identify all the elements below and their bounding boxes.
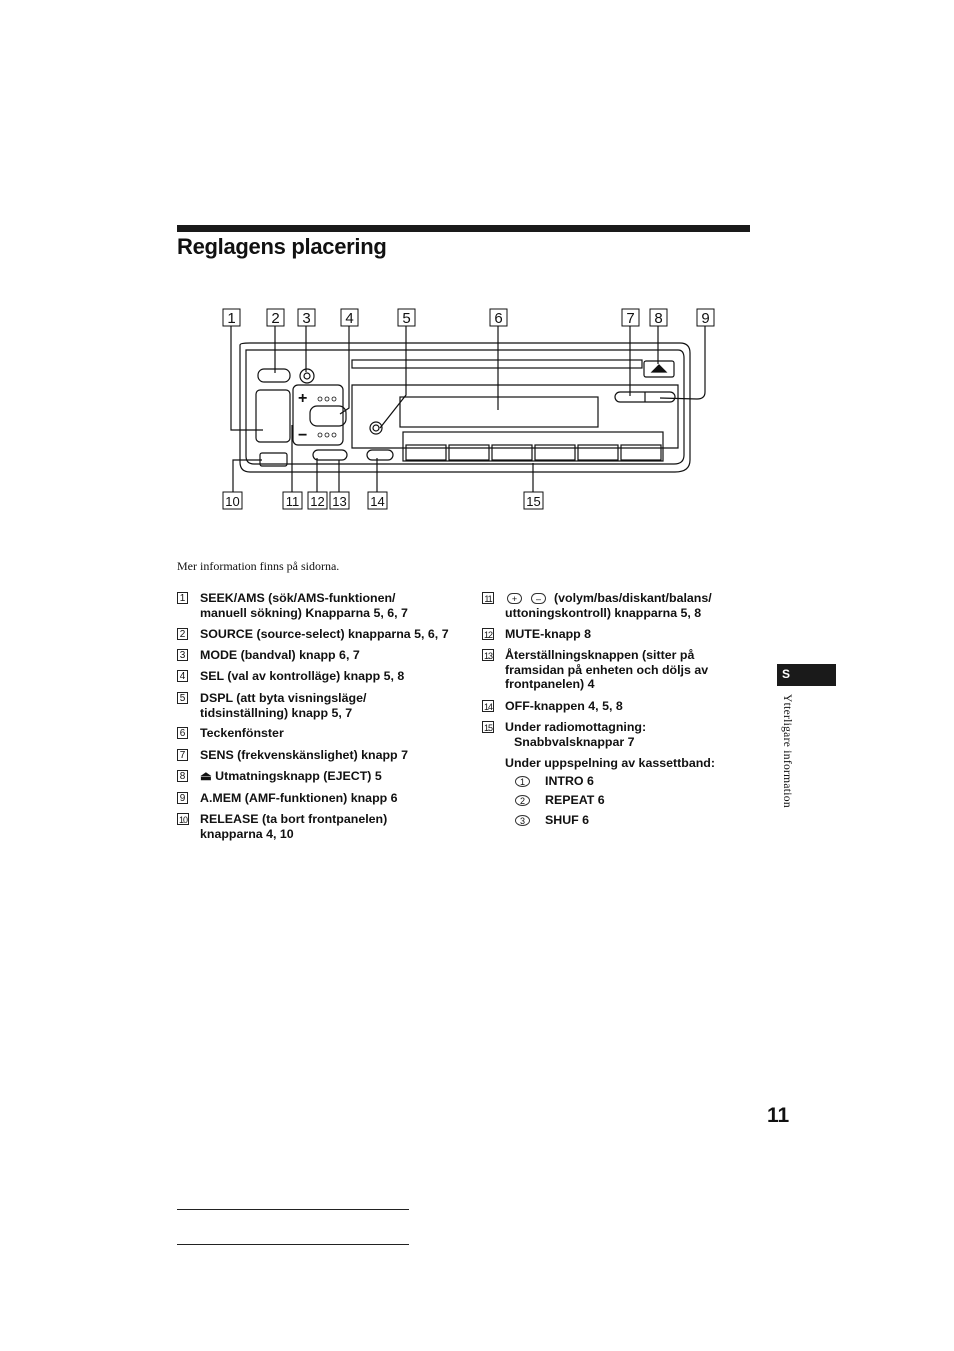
- plus-symbol: +: [507, 593, 522, 604]
- item-number: 10: [178, 815, 187, 825]
- svg-text:8: 8: [654, 310, 663, 327]
- svg-text:3: 3: [302, 310, 311, 327]
- item-number: 1: [515, 776, 530, 787]
- svg-text:11: 11: [285, 494, 300, 509]
- intro-text: Mer information finns på sidorna.: [177, 559, 340, 573]
- label-box-14: [368, 492, 387, 509]
- item-number: 11: [482, 592, 494, 604]
- label-box-2: [267, 309, 284, 327]
- section-label: Ytterligare information: [781, 694, 793, 808]
- svg-text:−: −: [298, 427, 308, 444]
- svg-text:9: 9: [701, 310, 710, 327]
- svg-text:12: 12: [310, 494, 325, 509]
- label-box-3: [298, 309, 315, 327]
- svg-text:15: 15: [526, 494, 541, 509]
- svg-text:4: 4: [345, 310, 354, 327]
- item-number: 3: [177, 649, 188, 661]
- item-number: 6: [177, 727, 188, 739]
- front-panel-diagram: [170, 300, 730, 520]
- footer-rule: [177, 1244, 409, 1245]
- title-rule: [177, 225, 750, 232]
- section-tab: S: [777, 664, 836, 686]
- svg-text:14: 14: [370, 494, 385, 509]
- label-box-5: [398, 309, 415, 327]
- label-box-11: [283, 492, 302, 509]
- label-box-8: [650, 309, 667, 327]
- svg-text:5: 5: [402, 310, 411, 327]
- svg-text:7: 7: [626, 310, 635, 327]
- svg-text:10: 10: [225, 494, 240, 509]
- label-box-4: [341, 309, 358, 327]
- label-box-7: [622, 309, 639, 327]
- item-number: 1: [177, 592, 188, 604]
- item-number: 8: [177, 770, 188, 782]
- page-number: 11: [767, 1104, 790, 1127]
- svg-text:6: 6: [494, 310, 503, 327]
- label-box-12: [308, 492, 327, 509]
- svg-text:+: +: [298, 390, 308, 407]
- item-number: 2: [177, 628, 188, 640]
- item-number: 9: [177, 792, 188, 804]
- item-number: 2: [515, 795, 530, 806]
- label-box-10: [223, 492, 242, 509]
- item-number: 7: [177, 749, 188, 761]
- minus-symbol: –: [531, 593, 546, 604]
- label-box-1: [223, 309, 240, 327]
- label-box-6: [490, 309, 507, 327]
- svg-text:13: 13: [332, 494, 347, 509]
- item-number: 3: [515, 815, 530, 826]
- label-box-9: [697, 309, 714, 327]
- item-number: 5: [177, 692, 188, 704]
- page-title: Reglagens placering: [177, 234, 387, 259]
- item-number: 14: [483, 702, 492, 712]
- label-box-15: [524, 492, 543, 509]
- svg-text:2: 2: [271, 310, 280, 327]
- footer-rule: [177, 1209, 409, 1210]
- item-number: 4: [177, 670, 188, 682]
- label-box-13: [330, 492, 349, 509]
- item-number: 13: [483, 651, 492, 661]
- item-number: 15: [483, 723, 492, 733]
- svg-text:1: 1: [227, 310, 236, 327]
- item-number: 12: [483, 630, 492, 640]
